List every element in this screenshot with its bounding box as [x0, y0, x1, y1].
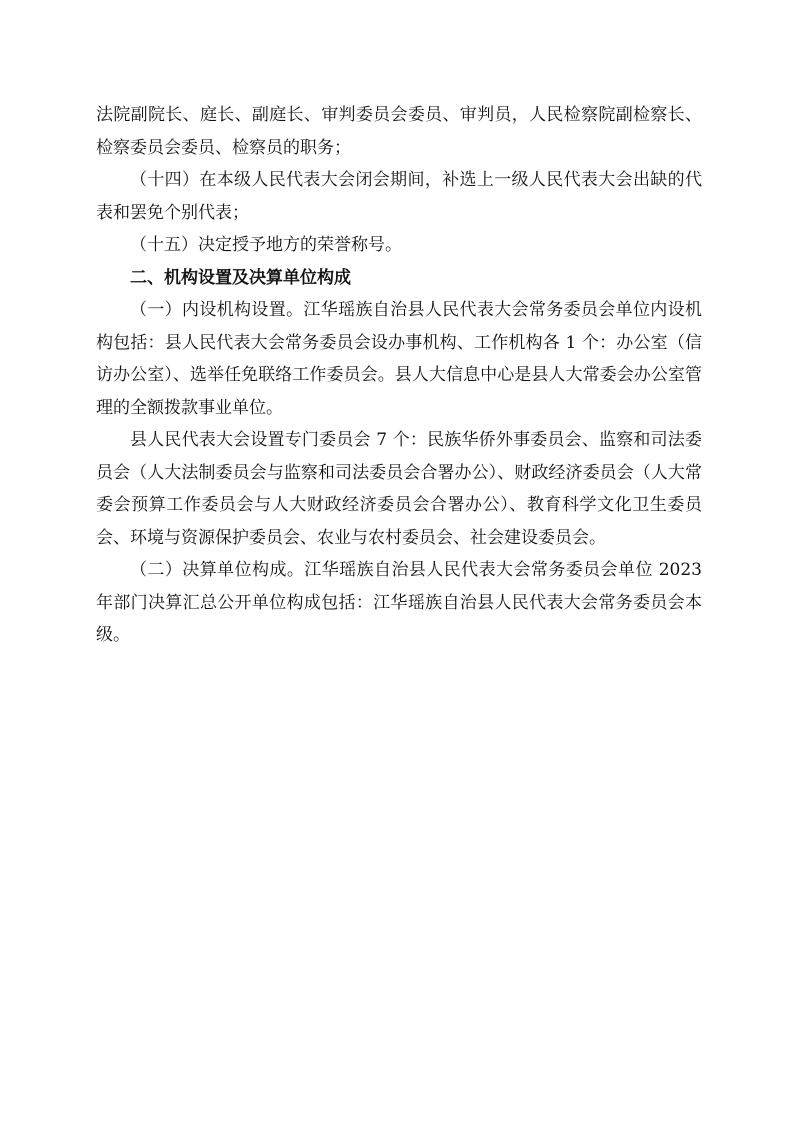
paragraph-internal-setup: （一）内设机构设置。江华瑶族自治县人民代表大会常务委员会单位内设机构包括：县人民代表大会常务委员会设办事机构、工作机构各 1 个：办公室（信访办公室）、选举任免联络工作委员会。县人大信息中心是县人大常委会办公室管理的全额拨款事业单位。: [96, 300, 702, 418]
paragraph-special-committees: 县人民代表大会设置专门委员会 7 个：民族华侨外事委员会、监察和司法委员会（人大法制委员会与监察和司法委员会合署办公）、财政经济委员会（人大常委会预算工作委员会与人大财政经济委员会合署办公）、教育科学文化卫生委员会、环境与资源保护委员会、农业与农村委员会、社会建设委员会。: [96, 430, 702, 548]
paragraph-final-accounts-units: （二）决算单位构成。江华瑶族自治县人民代表大会常务委员会单位 2023 年部门决算汇总公开单位构成包括：江华瑶族自治县人民代表大会常务委员会本级。: [96, 560, 702, 645]
paragraph-item-14: （十四）在本级人民代表大会闭会期间，补选上一级人民代表大会出缺的代表和罢免个别代表；: [96, 170, 702, 223]
paragraph-item-15: （十五）决定授予地方的荣誉称号。: [130, 235, 402, 255]
document-body: [96, 99, 702, 652]
section-heading: 二、机构设置及决算单位构成: [130, 267, 351, 288]
paragraph-continuation: 法院副院长、庭长、副庭长、审判委员会委员、审判员，人民检察院副检察长、检察委员会委员、检察员的职务；: [96, 105, 702, 158]
